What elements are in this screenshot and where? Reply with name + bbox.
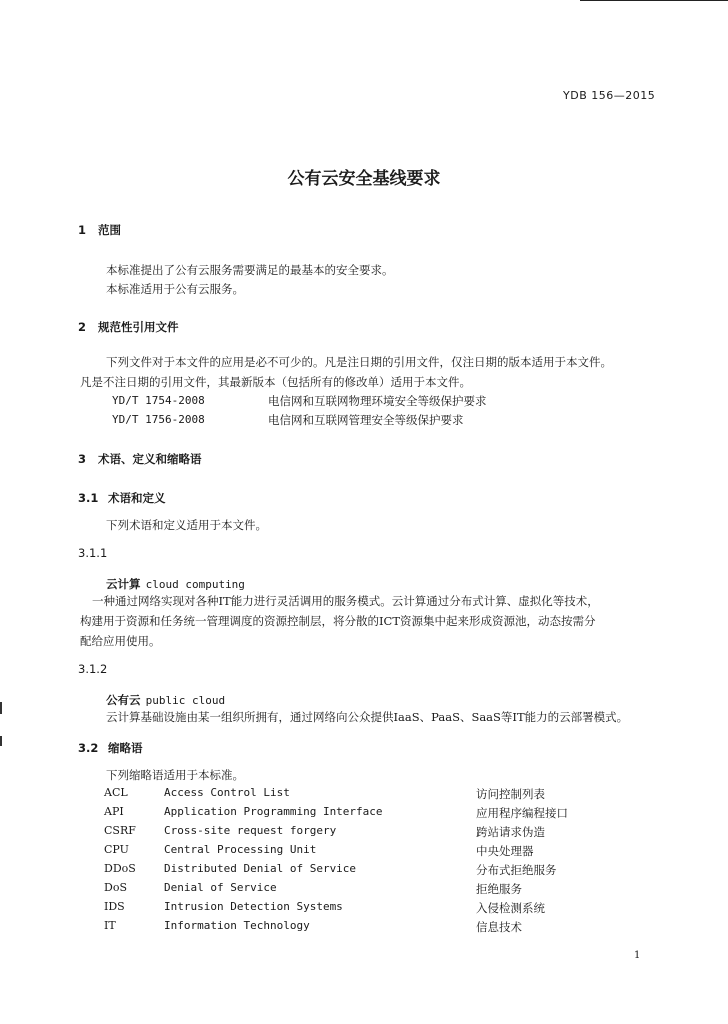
definition-line: 一种通过网络实现对各种IT能力进行灵活调用的服务模式。云计算通过分布式计算、虚拟化等技术， — [92, 594, 599, 608]
abbreviation-chinese: 访问控制列表 — [476, 787, 545, 801]
term-chinese: 公有云 — [106, 693, 141, 707]
abbreviation: IDS — [104, 900, 125, 913]
abbreviation-full-name: Application Programming Interface — [164, 805, 383, 818]
definition-line: 配给应用使用。 — [80, 634, 161, 648]
paragraph: 本标准适用于公有云服务。 — [106, 282, 244, 296]
section-title: 规范性引用文件 — [98, 320, 179, 334]
reference-title: 电信网和互联网物理环境安全等级保护要求 — [268, 394, 487, 408]
abbreviation-chinese: 分布式拒绝服务 — [476, 863, 557, 877]
section-title: 缩略语 — [108, 741, 143, 755]
abbreviation-full-name: Cross-site request forgery — [164, 824, 337, 837]
document-title: 公有云安全基线要求 — [287, 169, 441, 189]
section-number: 1 — [78, 223, 87, 237]
top-border-line — [580, 0, 728, 1]
abbreviation-full-name: Information Technology — [164, 919, 310, 932]
scan-edge-mark — [0, 702, 2, 714]
paragraph: 下列缩略语适用于本标准。 — [106, 768, 244, 782]
page-number: 1 — [634, 950, 641, 961]
reference-code: YD/T 1756-2008 — [112, 413, 205, 426]
term-entry — [106, 689, 225, 708]
abbreviation: API — [104, 805, 124, 818]
paragraph-line: 凡是不注日期的引用文件，其最新版本（包括所有的修改单）适用于本文件。 — [80, 375, 471, 389]
section-number: 2 — [78, 320, 87, 334]
abbreviation: ACL — [104, 786, 128, 799]
term-english: cloud computing — [145, 578, 245, 591]
abbreviation-chinese: 信息技术 — [476, 920, 522, 934]
abbreviation-chinese: 跨站请求伪造 — [476, 825, 545, 839]
reference-code: YD/T 1754-2008 — [112, 394, 205, 407]
section-title: 术语和定义 — [108, 491, 166, 505]
term-english: public cloud — [145, 694, 226, 707]
term-chinese: 云计算 — [106, 577, 141, 591]
abbreviation: IT — [104, 919, 116, 932]
section-1-heading — [78, 222, 121, 238]
scan-edge-mark — [0, 736, 2, 746]
clause-number: 3.1.2 — [78, 662, 108, 676]
standard-code: YDB 156—2015 — [563, 89, 656, 102]
abbreviation-full-name: Access Control List — [164, 786, 290, 799]
section-number: 3.2 — [78, 741, 99, 755]
abbreviation-full-name: Distributed Denial of Service — [164, 862, 357, 875]
term-entry — [106, 573, 245, 592]
abbreviation-full-name: Intrusion Detection Systems — [164, 900, 343, 913]
abbreviation-chinese: 拒绝服务 — [476, 882, 522, 896]
paragraph: 本标准提出了公有云服务需要满足的最基本的安全要求。 — [106, 263, 394, 277]
abbreviation: CPU — [104, 843, 129, 856]
section-3-heading — [78, 451, 202, 467]
abbreviation-chinese: 中央处理器 — [476, 844, 534, 858]
abbreviation: CSRF — [104, 824, 136, 837]
reference-title: 电信网和互联网管理安全等级保护要求 — [268, 413, 464, 427]
section-title: 范围 — [98, 223, 121, 237]
definition-line: 构建用于资源和任务统一管理调度的资源控制层，将分散的ICT资源集中起来形成资源池，动态按需分 — [80, 614, 596, 628]
abbreviation: DDoS — [104, 862, 136, 875]
section-number: 3.1 — [78, 491, 99, 505]
section-title: 术语、定义和缩略语 — [98, 452, 202, 466]
section-number: 3 — [78, 452, 87, 466]
section-3-2-heading — [78, 740, 143, 756]
clause-number: 3.1.1 — [78, 546, 108, 560]
section-2-heading — [78, 319, 179, 335]
abbreviation-full-name: Central Processing Unit — [164, 843, 317, 856]
abbreviation-chinese: 应用程序编程接口 — [476, 806, 568, 820]
paragraph-line: 下列文件对于本文件的应用是必不可少的。凡是注日期的引用文件，仅注日期的版本适用于本文件。 — [106, 355, 612, 369]
section-3-1-heading — [78, 490, 166, 506]
definition-line: 云计算基础设施由某一组织所拥有，通过网络向公众提供IaaS、PaaS、SaaS等IT能力的云部署模式。 — [106, 710, 629, 724]
abbreviation: DoS — [104, 881, 127, 894]
abbreviation-full-name: Denial of Service — [164, 881, 277, 894]
abbreviation-chinese: 入侵检测系统 — [476, 901, 545, 915]
paragraph: 下列术语和定义适用于本文件。 — [106, 518, 267, 532]
